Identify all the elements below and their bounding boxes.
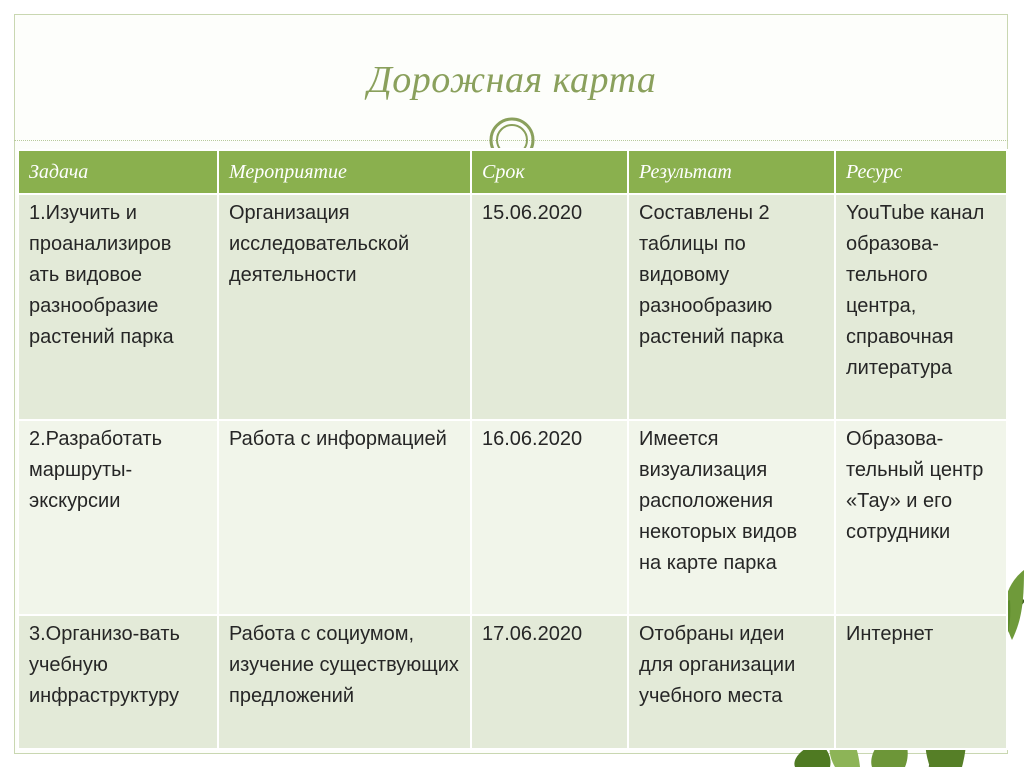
activity-cell: Работа с социумом, изучение существующих предложений (218, 615, 471, 749)
table-row (18, 194, 1007, 420)
task-cell: 3.Организо-вать учебную инфраструктуру (18, 615, 218, 749)
resource-cell: YouTube канал образова-тельного центра, справочная литература (835, 194, 1007, 420)
column-header-activity: Мероприятие (218, 150, 471, 194)
column-header-result: Результат (628, 150, 835, 194)
resource-cell: Образова-тельный центр «Тау» и его сотрудники (835, 420, 1007, 615)
activity-cell: Работа с информацией (218, 420, 471, 615)
result-cell: Имеется визуализация расположения некоторых видов на карте парка (628, 420, 835, 615)
result-cell: Составлены 2 таблицы по видовому разнообразию растений парка (628, 194, 835, 420)
column-header-task: Задача (18, 150, 218, 194)
resource-cell: Интернет (835, 615, 1007, 749)
activity-cell: Организация исследовательской деятельности (218, 194, 471, 420)
column-header-deadline: Срок (471, 150, 628, 194)
roadmap-table (17, 149, 1008, 750)
task-cell: 2.Разработать маршруты-экскурсии (18, 420, 218, 615)
deadline-cell: 16.06.2020 (471, 420, 628, 615)
table-row (18, 615, 1007, 749)
page-title: Дорожная карта (367, 59, 657, 101)
deadline-cell: 17.06.2020 (471, 615, 628, 749)
column-header-resource: Ресурс (835, 150, 1007, 194)
task-cell: 1.Изучить и проанализиров ать видовое разнообразие растений парка (18, 194, 218, 420)
result-cell: Отобраны идеи для организации учебного места (628, 615, 835, 749)
deadline-cell: 15.06.2020 (471, 194, 628, 420)
table-header-row (18, 150, 1007, 194)
table-row (18, 420, 1007, 615)
